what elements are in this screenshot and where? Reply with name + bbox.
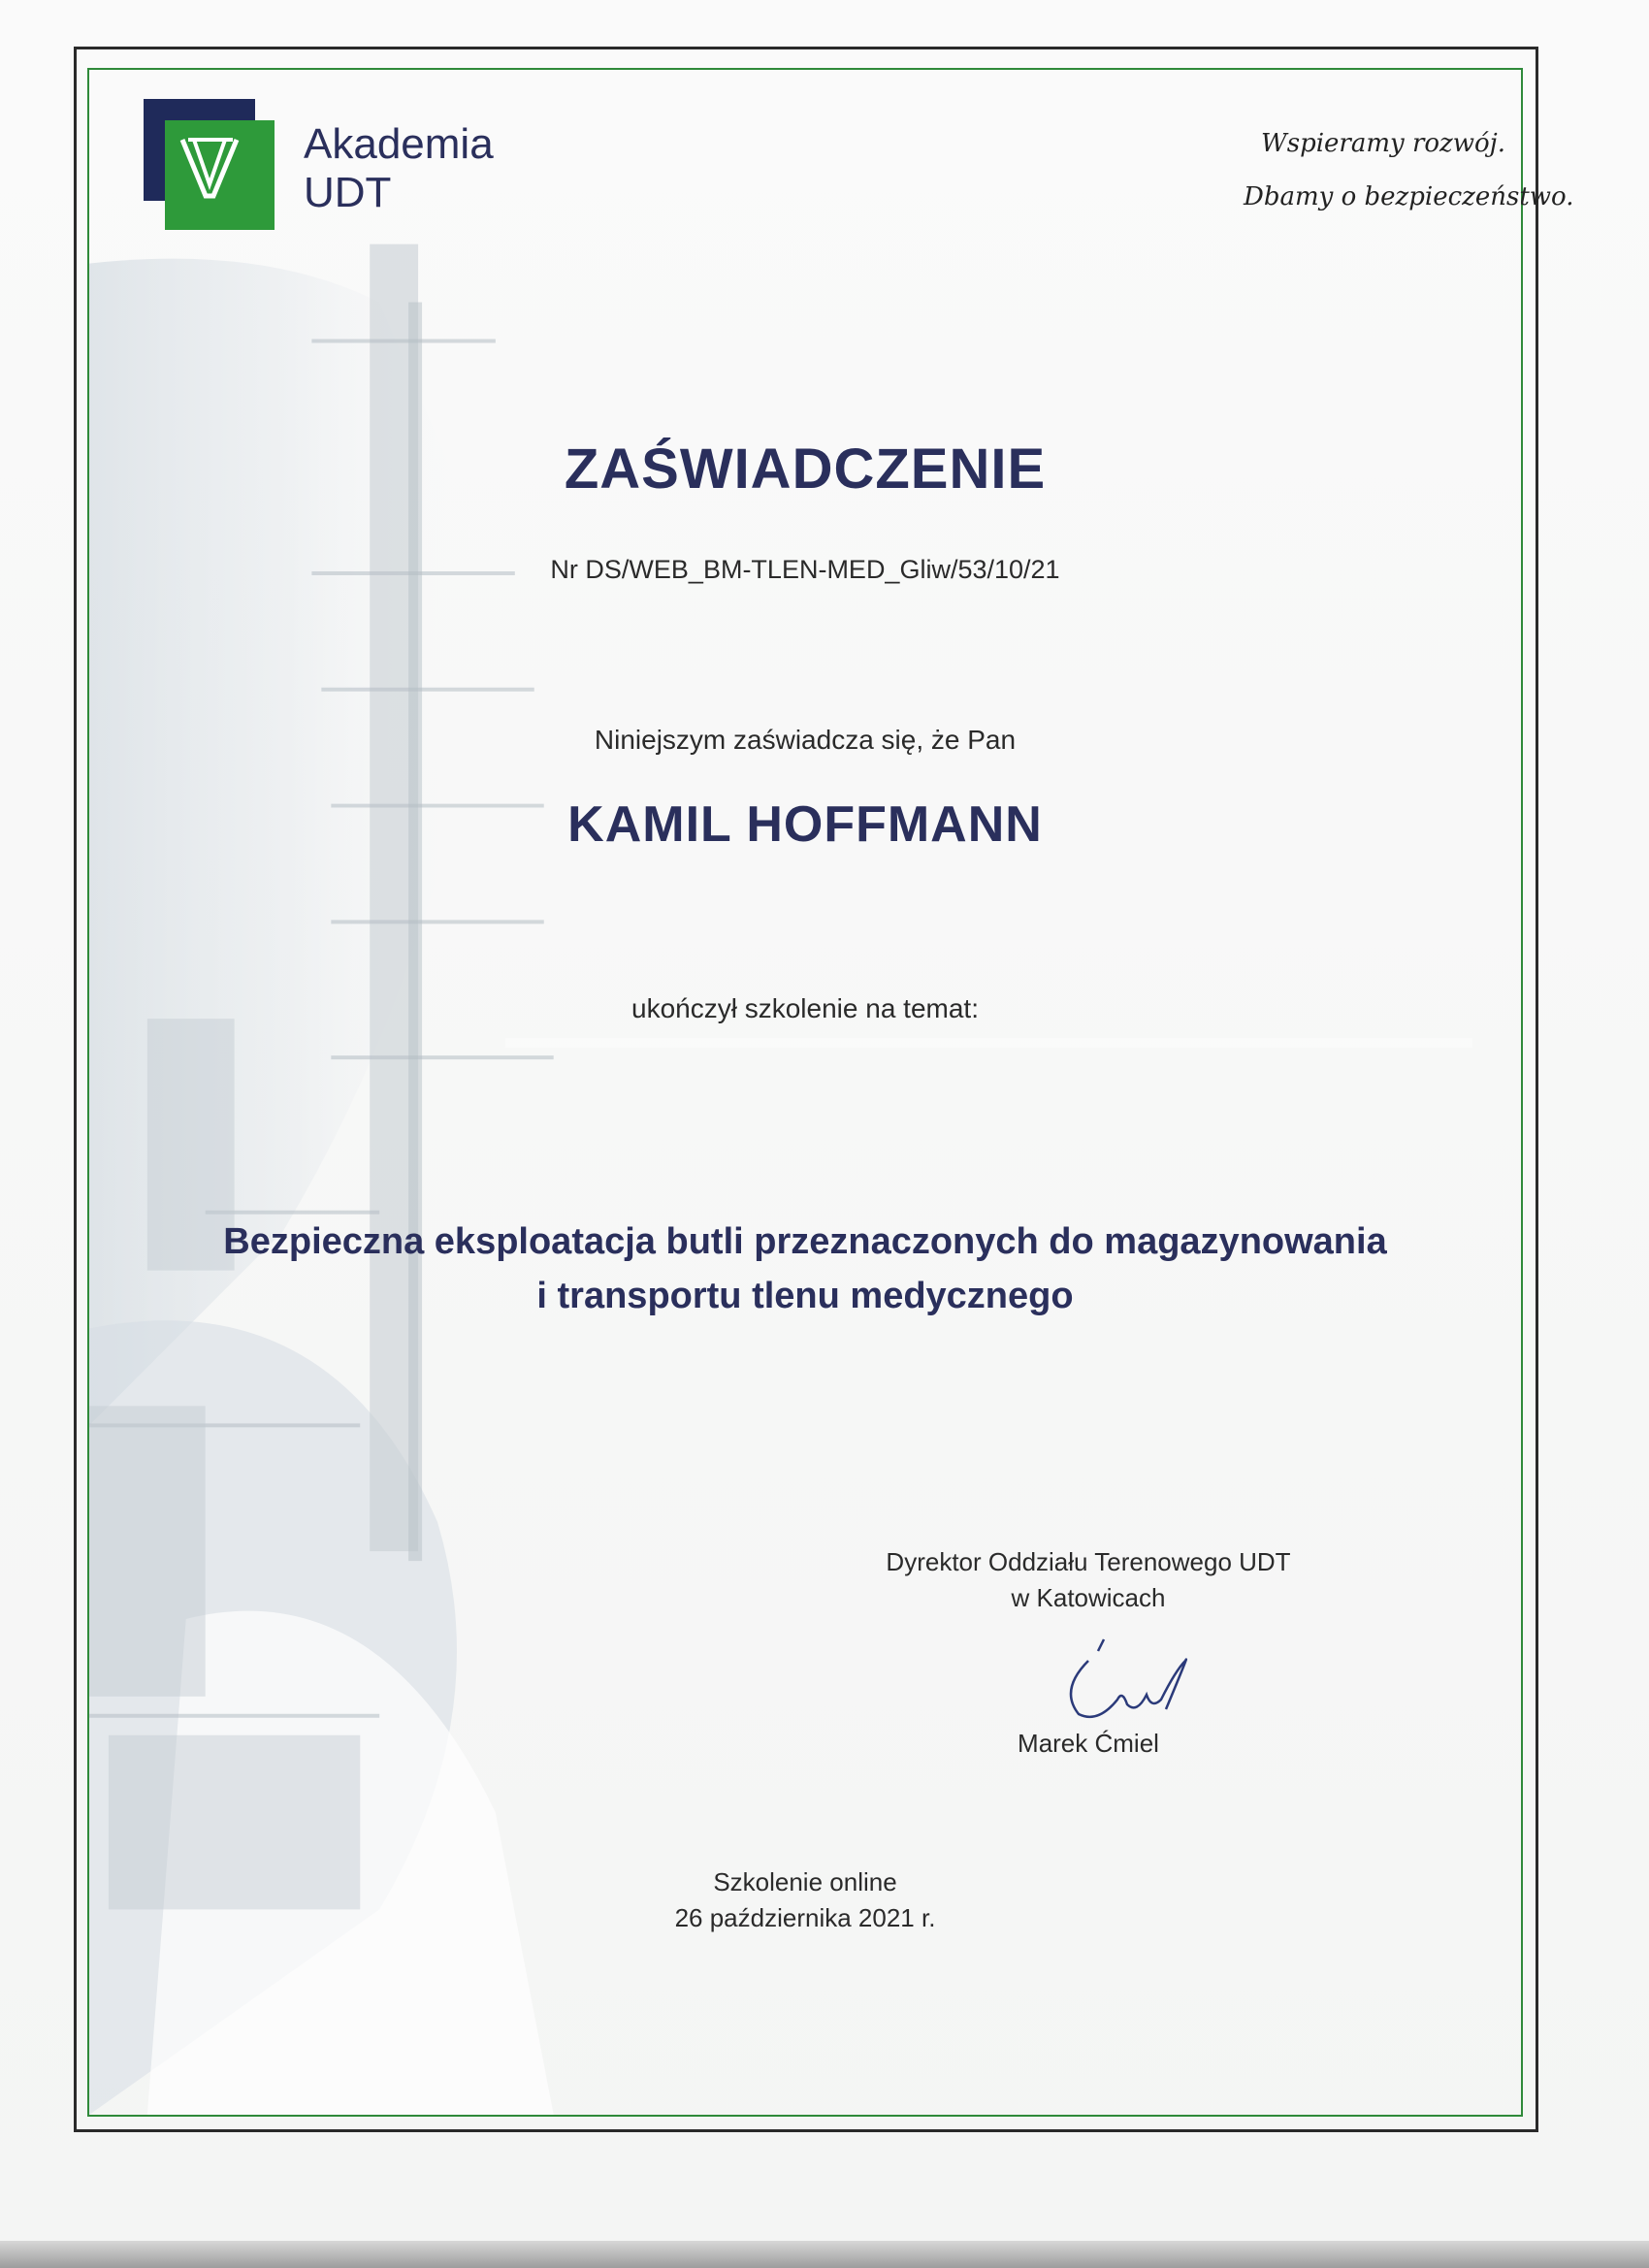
course-title [89,1215,1521,1323]
training-info [89,1864,1521,1936]
director-block [846,1544,1331,1616]
akademia-udt-logo [144,99,551,235]
handwritten-motto [1098,113,1574,229]
director-location: w Katowicach [1011,1583,1166,1612]
motto-line-2: Dbamy o bezpieczeństwo. [1244,182,1574,211]
background-illustration [89,70,1521,2115]
logo-line-2: UDT [304,169,392,216]
motto-line-1: Wspieramy rozwój. [1261,129,1505,158]
certificate-title: ZAŚWIADCZENIE [564,437,1047,501]
participant-name: KAMIL HOFFMANN [567,796,1043,853]
training-date: 26 października 2021 r. [674,1903,936,1932]
inner-frame [87,68,1574,2117]
director-title: Dyrektor Oddziału Terenowego UDT [886,1547,1291,1576]
completed-text: ukończył szkolenie na temat: [631,993,979,1023]
training-mode: Szkolenie online [713,1867,897,1896]
scan-edge [0,2241,1649,2268]
udt-logo-icon [144,99,275,230]
director-name: Marek Ćmiel [1018,1729,1159,1758]
logo-wordmark [304,120,494,217]
course-title-line-2: i transportu tlenu medycznego [536,1276,1074,1316]
certificate-intro: Niniejszym zaświadcza się, że Pan [594,725,1017,755]
certificate-number: Nr DS/WEB_BM-TLEN-MED_Gliw/53/10/21 [550,555,1060,584]
logo-line-1: Akademia [304,120,494,168]
course-title-line-1: Bezpieczna eksploatacja butli przeznaczonych do magazynowania [223,1221,1387,1262]
